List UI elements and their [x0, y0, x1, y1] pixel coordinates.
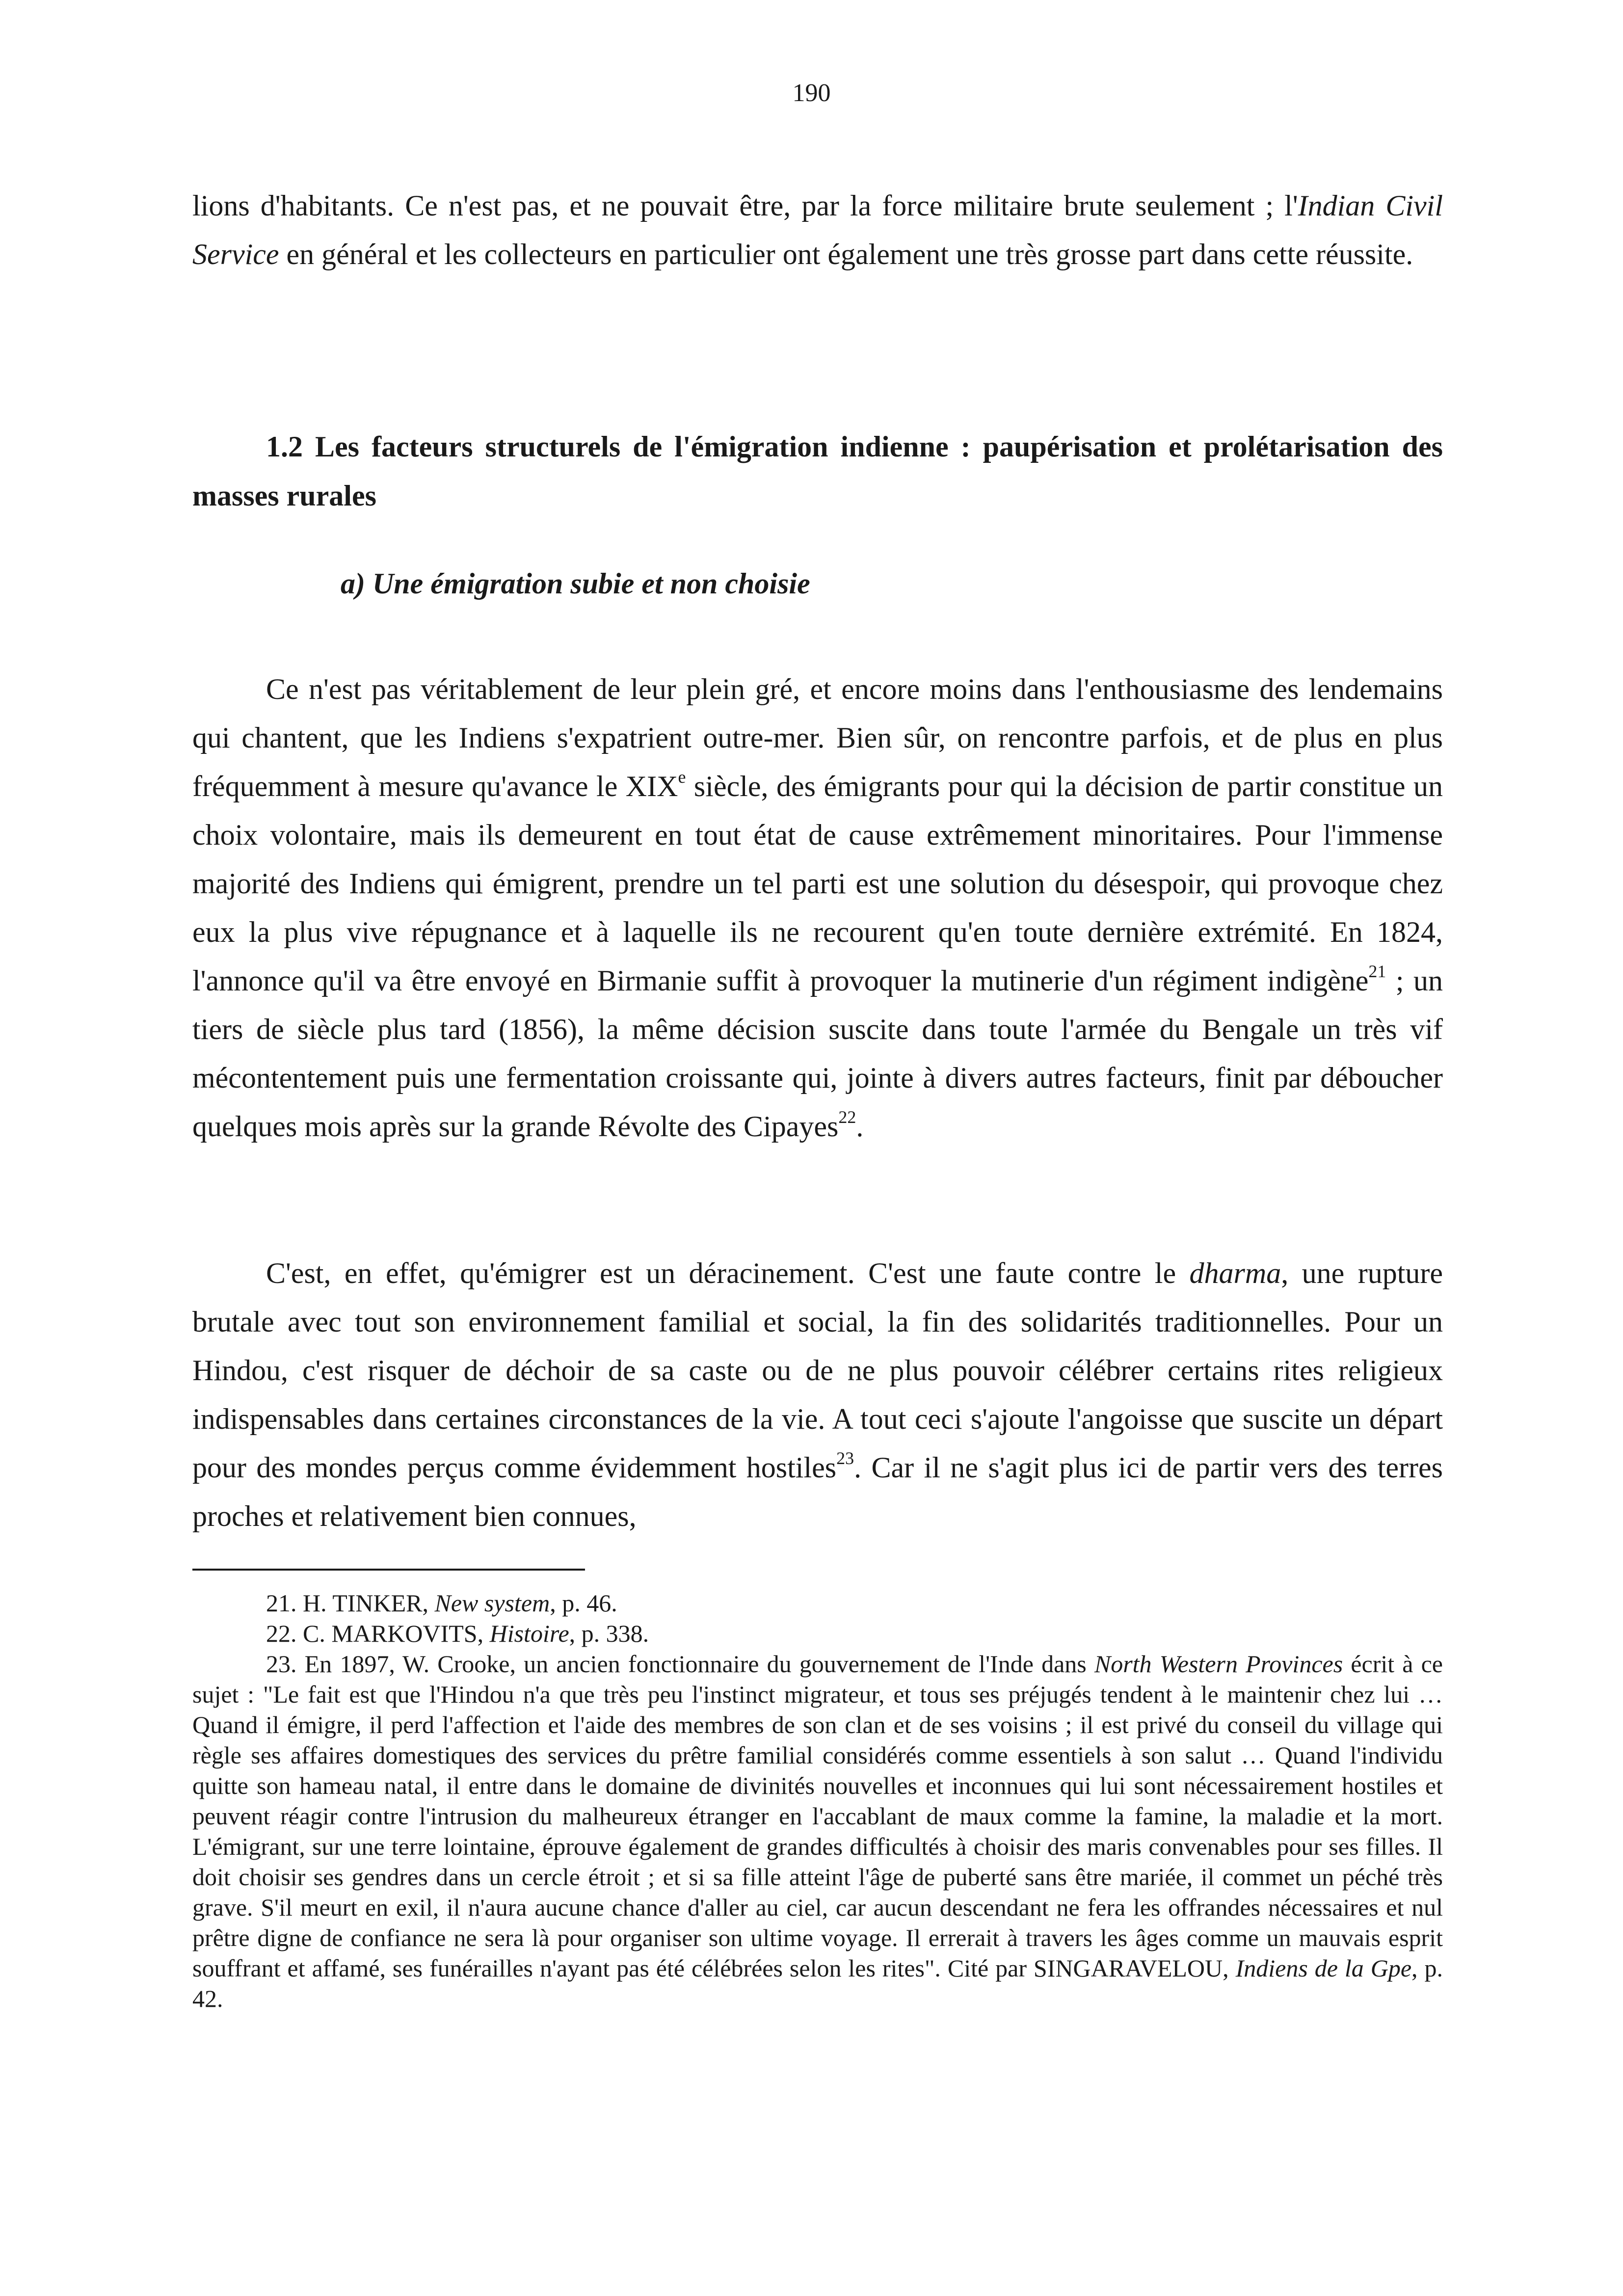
paragraph-text: , une rupture brutale avec tout son environnement familial et social, la fin des solidarités traditionnelles. Pour un Hindou, c'est risquer de déchoir de sa caste ou de ne plus pouvoir célébrer certains rites religieux indispensables dans certaines circonstances de la vie. A tout ceci s'ajoute l'angoisse que suscite un départ pour des mondes perçus comme évidemment hostiles: [192, 1257, 1443, 1484]
paragraph-text: . Car il ne s'agit plus ici de partir vers des terres proches et relativement bien connues,: [192, 1451, 1443, 1532]
footnote-separator: [192, 1569, 585, 1571]
italic-term: dharma: [1189, 1257, 1281, 1289]
paragraph-second: [192, 1249, 1443, 1541]
footnote-title: New system: [434, 1589, 550, 1617]
footnote-text: 23. En 1897, W. Crooke, un ancien fonctionnaire du gouvernement de l'Inde dans: [266, 1650, 1094, 1678]
footnote-text: 21. H. TINKER,: [266, 1589, 435, 1617]
paragraph-main: [192, 665, 1443, 1151]
footnote-ref-22[interactable]: 22: [838, 1107, 856, 1127]
paragraph-top: [192, 182, 1443, 279]
footnote-23: [192, 1649, 1443, 2014]
paragraph-text: lions d'habitants. Ce n'est pas, et ne pouvait être, par la force militaire brute seulement ; l': [192, 189, 1298, 222]
subsection-heading: a) Une émigration subie et non choisie: [341, 567, 810, 600]
page-number: 190: [792, 79, 831, 107]
paragraph-text: Ce n'est pas véritablement de leur plein gré, et encore moins dans l'enthousiasme des lendemains qui chantent, que les Indiens s'expatrient outre-mer. Bien sûr, on rencontre parfois, et de plus en plus fréquemment à mesure qu'avance le XIX: [192, 673, 1443, 802]
paragraph-text: en général et les collecteurs en particulier ont également une très grosse part dans cette réussite.: [279, 238, 1413, 270]
footnote-title: Histoire: [489, 1620, 569, 1647]
footnote-ref-21[interactable]: 21: [1368, 961, 1386, 981]
footnote-text: , p. 46.: [550, 1589, 617, 1617]
footnote-text: écrit à ce sujet : "Le fait est que l'Hindou n'a que très peu l'instinct migrateur, et tous ses préjugés tendent à le maintenir chez lui … Quand il émigre, il perd l'affection et l'aide des membres de son clan et de ses voisins ; il est privé du conseil du village qui règle ses affaires domestiques des services du prêtre familial considérés comme essentiels à son salut … Quand l'individu quitte son hameau natal, il entre dans le domaine de divinités nouvelles et inconnues qui lui sont nécessairement hostiles et peuvent réagir contre l'intrusion du malheureux étranger en l'accablant de maux comme la famine, la maladie et la mort. L'émigrant, sur une terre lointaine, éprouve également de grandes difficultés à choisir des maris convenables pour ses filles. Il doit choisir ses gendres dans un cercle étroit ; et si sa fille atteint l'âge de puberté sans être mariée, il commet un péché très grave. S'il meurt en exil, il n'aura aucune chance d'aller au ciel, car aucun descendant ne fera les offrandes nécessaires et nul prêtre digne de confiance ne sera là pour organiser son ultime voyage. Il errerait à travers les âges comme un mauvais esprit souffrant et affamé, ses funérailles n'ayant pas été célébrées selon les rites". Cité par SINGARAVELOU,: [192, 1650, 1443, 1982]
paragraph-text: C'est, en effet, qu'émigrer est un déracinement. C'est une faute contre le: [266, 1257, 1190, 1289]
century-superscript: e: [678, 767, 686, 787]
paragraph-text: siècle, des émigrants pour qui la décision de partir constitue un choix volontaire, mais ils demeurent en tout état de cause extrêmement minoritaires. Pour l'immense majorité des Indiens qui émigrent, prendre un tel parti est une solution du désespoir, qui provoque chez eux la plus vive répugnance et à laquelle ils ne recourent qu'en toute dernière extrémité. En 1824, l'annonce qu'il va être envoyé en Birmanie suffit à provoquer la mutinerie d'un régiment indigène: [192, 770, 1443, 997]
paragraph-text: .: [856, 1110, 864, 1143]
footnote-22: [192, 1618, 1443, 1649]
footnote-ref-23[interactable]: 23: [836, 1448, 854, 1468]
footnote-title: Indiens de la Gpe: [1235, 1954, 1412, 1982]
section-heading: 1.2 Les facteurs structurels de l'émigration indienne : paupérisation et prolétarisation des masses rurales: [192, 430, 1443, 512]
footnote-text: , p. 338.: [569, 1620, 649, 1647]
footnote-21: [192, 1588, 1443, 1618]
footnote-text: 22. C. MARKOVITS,: [266, 1620, 490, 1647]
italic-term: Indian Civil Service: [192, 189, 1443, 270]
footnote-text: , p. 42.: [192, 1954, 1443, 2012]
paragraph-text: ; un tiers de siècle plus tard (1856), la même décision suscite dans toute l'armée du Bengale un très vif mécontentement puis une fermentation croissante qui, jointe à divers autres facteurs, finit par déboucher quelques mois après sur la grande Révolte des Cipayes: [192, 964, 1443, 1143]
footnote-place: North Western Provinces: [1094, 1650, 1343, 1678]
footnotes: [192, 1588, 1443, 2014]
